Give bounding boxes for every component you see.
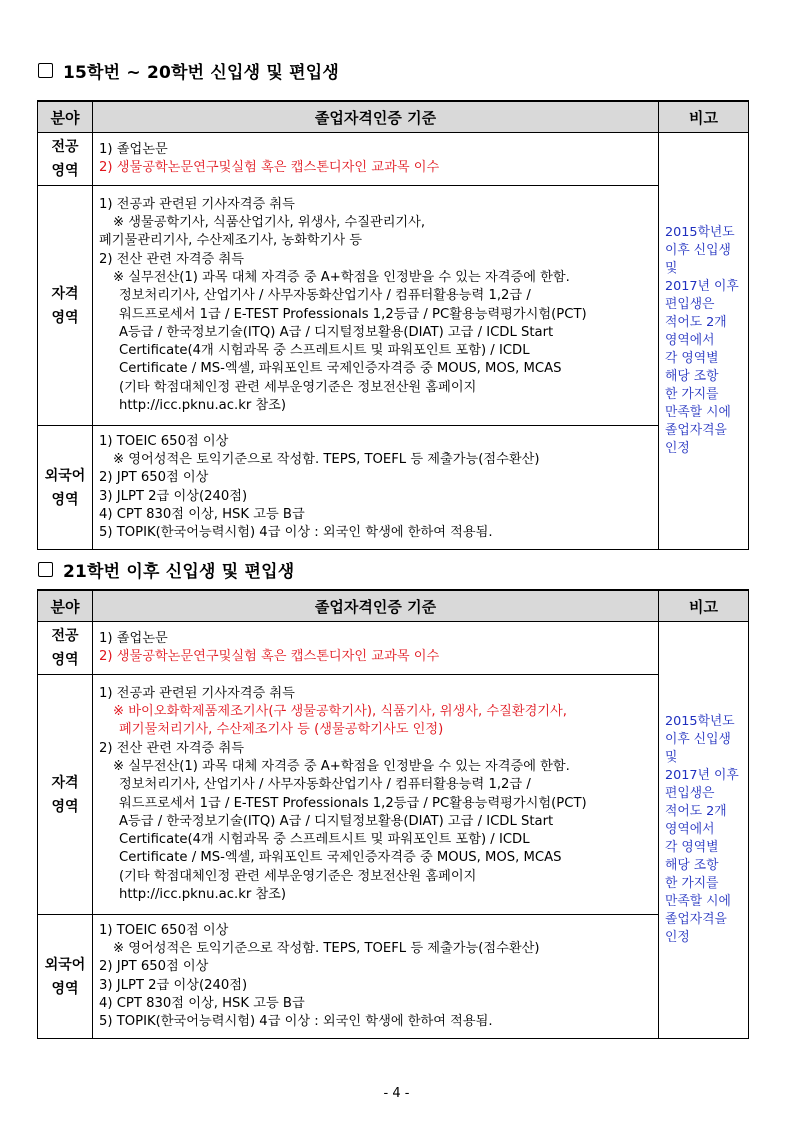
section-title-text: 15학번 ~ 20학번 신입생 및 편입생 — [63, 63, 339, 83]
criteria-major — [93, 622, 659, 675]
row-major — [38, 133, 749, 186]
list-item: Certificate(4개 시험과목 중 스프레트시트 및 파워포인트 포함) / ICDL — [119, 343, 530, 359]
list-item: http://icc.pknu.ac.kr 참조) — [119, 886, 287, 902]
row-lang — [38, 426, 749, 550]
list-item: 1) 전공과 관련된 기사자격증 취득 — [99, 685, 295, 701]
criteria-lang — [93, 915, 659, 1039]
list-item: ※ 실무전산(1) 과목 대체 자격증 중 A+학점을 인정받을 수 있는 자격증에 한함. — [113, 269, 570, 285]
row-lang — [38, 915, 749, 1039]
list-item: http://icc.pknu.ac.kr 참조) — [119, 397, 287, 413]
category-lang: 외국어 영역 — [38, 915, 93, 1039]
page-number: - 4 - — [383, 1086, 410, 1101]
list-item: 정보처리기사, 산업기사 / 사무자동화산업기사 / 컴퓨터활용능력 1,2급 / — [119, 777, 531, 793]
list-item: ※ 영어성적은 토익기준으로 작성함. TEPS, TOEFL 등 제출가능(점수환산) — [113, 451, 540, 467]
category-cert: 자격 영역 — [38, 186, 93, 426]
note-cell: 2015학년도 이후 신입생 및 2017년 이후 편입생은 적어도 2개 영역에서 각 영역별 해당 조항 한 가지를 만족할 시에 졸업자격을 인정 — [659, 133, 749, 550]
section-title-2 — [38, 557, 294, 582]
list-item: 워드프로세서 1급 / E-TEST Professionals 1,2등급 / PC활용능력평가시험(PCT) — [119, 795, 587, 811]
list-item: 1) TOEIC 650점 이상 — [99, 922, 229, 938]
checkbox-icon — [38, 63, 53, 78]
list-item: ※ 실무전산(1) 과목 대체 자격증 중 A+학점을 인정받을 수 있는 자격증에 한함. — [113, 758, 570, 774]
list-item: 1) TOEIC 650점 이상 — [99, 433, 229, 449]
criteria-lang — [93, 426, 659, 550]
criteria-cert — [93, 675, 659, 915]
list-item: 5) TOPIK(한국어능력시험) 4급 이상 : 외국인 학생에 한하여 적용됨. — [99, 525, 493, 541]
table-header-row — [38, 590, 749, 622]
criteria-major — [93, 133, 659, 186]
list-item: 워드프로세서 1급 / E-TEST Professionals 1,2등급 / PC활용능력평가시험(PCT) — [119, 306, 587, 322]
list-item: Certificate / MS-엑셀, 파워포인트 국제인증자격증 중 MOUS, MOS, MCAS — [119, 850, 562, 866]
list-item: (기타 학점대체인정 관련 세부운영기준은 정보전산원 홈페이지 — [119, 868, 477, 884]
list-item: A등급 / 한국정보기술(ITQ) A급 / 디지털정보활용(DIAT) 고급 / ICDL Start — [119, 813, 554, 829]
table-header-row — [38, 101, 749, 133]
list-item: (기타 학점대체인정 관련 세부운영기준은 정보전산원 홈페이지 — [119, 379, 477, 395]
list-item: 4) CPT 830점 이상, HSK 고등 B급 — [99, 506, 305, 522]
criteria-table-1 — [37, 100, 749, 550]
list-item: ※ 바이오화학제품제조기사(구 생물공학기사), 식품기사, 위생사, 수질환경기사, — [113, 704, 567, 720]
section-title-text: 21학번 이후 신입생 및 편입생 — [63, 562, 295, 582]
category-lang: 외국어 영역 — [38, 426, 93, 550]
list-item: 2) JPT 650점 이상 — [99, 470, 209, 486]
list-item: 4) CPT 830점 이상, HSK 고등 B급 — [99, 995, 305, 1011]
list-item: Certificate(4개 시험과목 중 스프레트시트 및 파워포인트 포함) / ICDL — [119, 832, 530, 848]
list-item: 2) 생물공학논문연구및실험 혹은 캡스톤디자인 교과목 이수 — [99, 649, 440, 664]
list-item: ※ 영어성적은 토익기준으로 작성함. TEPS, TOEFL 등 제출가능(점수환산) — [113, 940, 540, 956]
header-category: 분야 — [38, 590, 93, 622]
list-item: 1) 전공과 관련된 기사자격증 취득 — [99, 196, 295, 212]
criteria-table-2 — [37, 589, 749, 1039]
checkbox-icon — [38, 562, 53, 577]
list-item: 폐기물관리기사, 수산제조기사, 농화학기사 등 — [99, 233, 363, 249]
list-item: 폐기물처리기사, 수산제조기사 등 (생물공학기사도 인정) — [119, 722, 444, 738]
list-item: 1) 졸업논문 — [99, 630, 168, 646]
header-criteria: 졸업자격인증 기준 — [93, 101, 659, 133]
header-note: 비고 — [659, 101, 749, 133]
list-item: 1) 졸업논문 — [99, 141, 168, 157]
category-major: 전공 영역 — [38, 622, 93, 675]
note-cell: 2015학년도 이후 신입생 및 2017년 이후 편입생은 적어도 2개 영역에서 각 영역별 해당 조항 한 가지를 만족할 시에 졸업자격을 인정 — [659, 622, 749, 1039]
row-cert — [38, 186, 749, 426]
list-item: 3) JLPT 2급 이상(240점) — [99, 977, 248, 993]
category-cert: 자격 영역 — [38, 675, 93, 915]
list-item: 2) 생물공학논문연구및실험 혹은 캡스톤디자인 교과목 이수 — [99, 160, 440, 175]
header-note: 비고 — [659, 590, 749, 622]
list-item: ※ 생물공학기사, 식품산업기사, 위생사, 수질관리기사, — [113, 215, 426, 231]
list-item: 2) JPT 650점 이상 — [99, 959, 209, 975]
row-cert — [38, 675, 749, 915]
row-major — [38, 622, 749, 675]
list-item: 정보처리기사, 산업기사 / 사무자동화산업기사 / 컴퓨터활용능력 1,2급 / — [119, 288, 531, 304]
list-item: A등급 / 한국정보기술(ITQ) A급 / 디지털정보활용(DIAT) 고급 / ICDL Start — [119, 324, 554, 340]
header-criteria: 졸업자격인증 기준 — [93, 590, 659, 622]
list-item: 2) 전산 관련 자격증 취득 — [99, 740, 244, 756]
header-category: 분야 — [38, 101, 93, 133]
list-item: 2) 전산 관련 자격증 취득 — [99, 251, 244, 267]
list-item: 3) JLPT 2급 이상(240점) — [99, 488, 248, 504]
criteria-cert — [93, 186, 659, 426]
category-major: 전공 영역 — [38, 133, 93, 186]
section-title-1 — [38, 58, 339, 83]
list-item: Certificate / MS-엑셀, 파워포인트 국제인증자격증 중 MOUS, MOS, MCAS — [119, 361, 562, 377]
list-item: 5) TOPIK(한국어능력시험) 4급 이상 : 외국인 학생에 한하여 적용됨. — [99, 1014, 493, 1030]
